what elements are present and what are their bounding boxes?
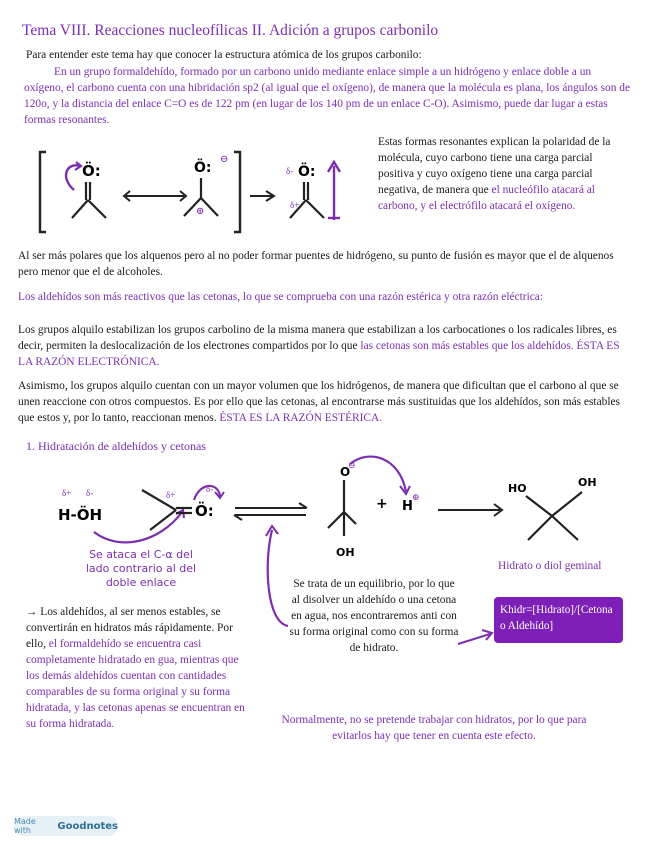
electronic-reason-paragraph: Los grupos alquilo estabilizan los grupos carbolino de la misma manera que estabilizan a los carbocationes o los radicales libres, es decir, permiten la deslocalización de los electrones compartidos por lo que las cetonas son más estables que los aldehídos. ÉSTA ES LA RAZÓN ELECTRÓNICA.: [18, 324, 620, 368]
attack-label: Se ataca el C-α del lado contrario al del doble enlace: [85, 548, 197, 589]
svg-text:OH: OH: [336, 546, 355, 559]
water-molecule: H-ÖH: [58, 506, 103, 524]
resonance-explanation: Estas formas resonantes explican la polaridad de la molécula, cuyo carbono tiene una carga parcial positiva y cuyo oxígeno tiene una carga parcial negativa, de manera que el nucleófilo atacará al carbono, y el electrófilo atacará el oxígeno.: [378, 136, 611, 212]
oxygen-minus: Ö:: [194, 160, 212, 176]
carbonyl-oxygen: Ö:: [195, 502, 214, 520]
page-title: Tema VIII. Reacciones nucleofílicas II. Adición a grupos carbonilo: [22, 22, 439, 39]
svg-text:δ+: δ+: [166, 490, 176, 500]
right-bracket: [234, 152, 240, 232]
proton: H: [402, 499, 413, 514]
plus-charge: ⊕: [196, 206, 205, 217]
aldehyde-note: → Los aldehídos, al ser menos estables, se convertirán en hidratos más rápidamente. Por ello, el formaldehído se encuentra casi completamente hidratado en gua, mientras que los demás aldehídos cuentan con cantidades comparables de su forma original y su forma hidratada, y las cetonas apenas se encuentran en su forma hidratada.: [26, 606, 245, 730]
svg-text:δ+: δ+: [290, 200, 300, 210]
reactivity-paragraph: Los aldehídos son más reactivos que las cetonas, lo que se comprueba con una razón estérica y otra razón eléctrica:: [18, 291, 544, 303]
equilibrium-note: Se trata de un equilibrio, por lo que al disolver un aldehído o una cetona en agua, nos encontraremos anti con su forma original como con su forma de hidrato.: [289, 578, 459, 654]
formaldehyde-paragraph: En un grupo formaldehído, formado por un carbono unido mediante enlace simple a un hidrógeno y enlace doble a un oxígeno, el carbono cuenta con una hibridación sp2 (al igual que el oxígeno), de manera que la molécula es plana, los ángulos son de 120o, y la distancia del enlace C=O es de 122 pm (en lugar de los 140 pm de un enlace C-O). Asimismo, puede dar lugar a estas formas resonantes.: [24, 66, 631, 126]
hydration-reaction-diagram: [50, 452, 640, 560]
svg-text:δ-: δ-: [86, 488, 94, 498]
left-bracket: [40, 152, 46, 232]
svg-text:OH: OH: [578, 476, 597, 489]
equilibrium-pointer: [262, 522, 302, 632]
svg-text:δ-: δ-: [286, 166, 294, 176]
khidr-arrow: [456, 626, 496, 650]
khidr-box: Khidr=[Hidrato]/[Cetona o Aldehído]: [494, 597, 623, 643]
goodnotes-badge: Made with Goodnotes: [14, 817, 118, 835]
final-note: Normalmente, no se pretende trabajar con hidratos, por lo que para evitarlos hay que tener en cuenta este efecto.: [281, 714, 587, 742]
svg-text:O: O: [340, 465, 351, 479]
svg-text:δ+: δ+: [62, 488, 72, 498]
product-label: Hidrato o diol geminal: [498, 560, 602, 572]
resonance-diagram: [34, 148, 364, 242]
svg-text:+: +: [376, 496, 388, 512]
svg-text:Ö:: Ö:: [298, 164, 316, 180]
section-heading-hydration: 1. Hidratación de aldehídos y cetonas: [26, 439, 206, 453]
polarity-paragraph: Al ser más polares que los alquenos pero al no poder formar puentes de hidrógeno, su punto de fusión es mayor que el de alquenos pero menor que el de alcoholes.: [18, 250, 614, 278]
steric-reason-paragraph: Asimismo, los grupos alquilo cuentan con un mayor volumen que los hidrógenos, de manera que dificultan que el carbono al que se unen reaccione con otros compuestos. Es por ello que las cetonas, al encontrarse más sustituidas que los aldehídos, son más estables que estos y, por lo tanto, reaccionan menos. ÉSTA ES LA RAZÓN ESTÉRICA.: [18, 380, 620, 424]
svg-text:HO: HO: [508, 482, 527, 495]
oxygen-lone-pairs-1: Ö:: [82, 162, 101, 180]
svg-text:⊕: ⊕: [412, 492, 420, 502]
svg-text:⊖: ⊖: [348, 460, 356, 470]
minus-charge: ⊖: [220, 154, 229, 165]
svg-text:δ-: δ-: [206, 484, 214, 494]
intro-text: Para entender este tema hay que conocer la estructura atómica de los grupos carbonilo:: [26, 49, 422, 61]
